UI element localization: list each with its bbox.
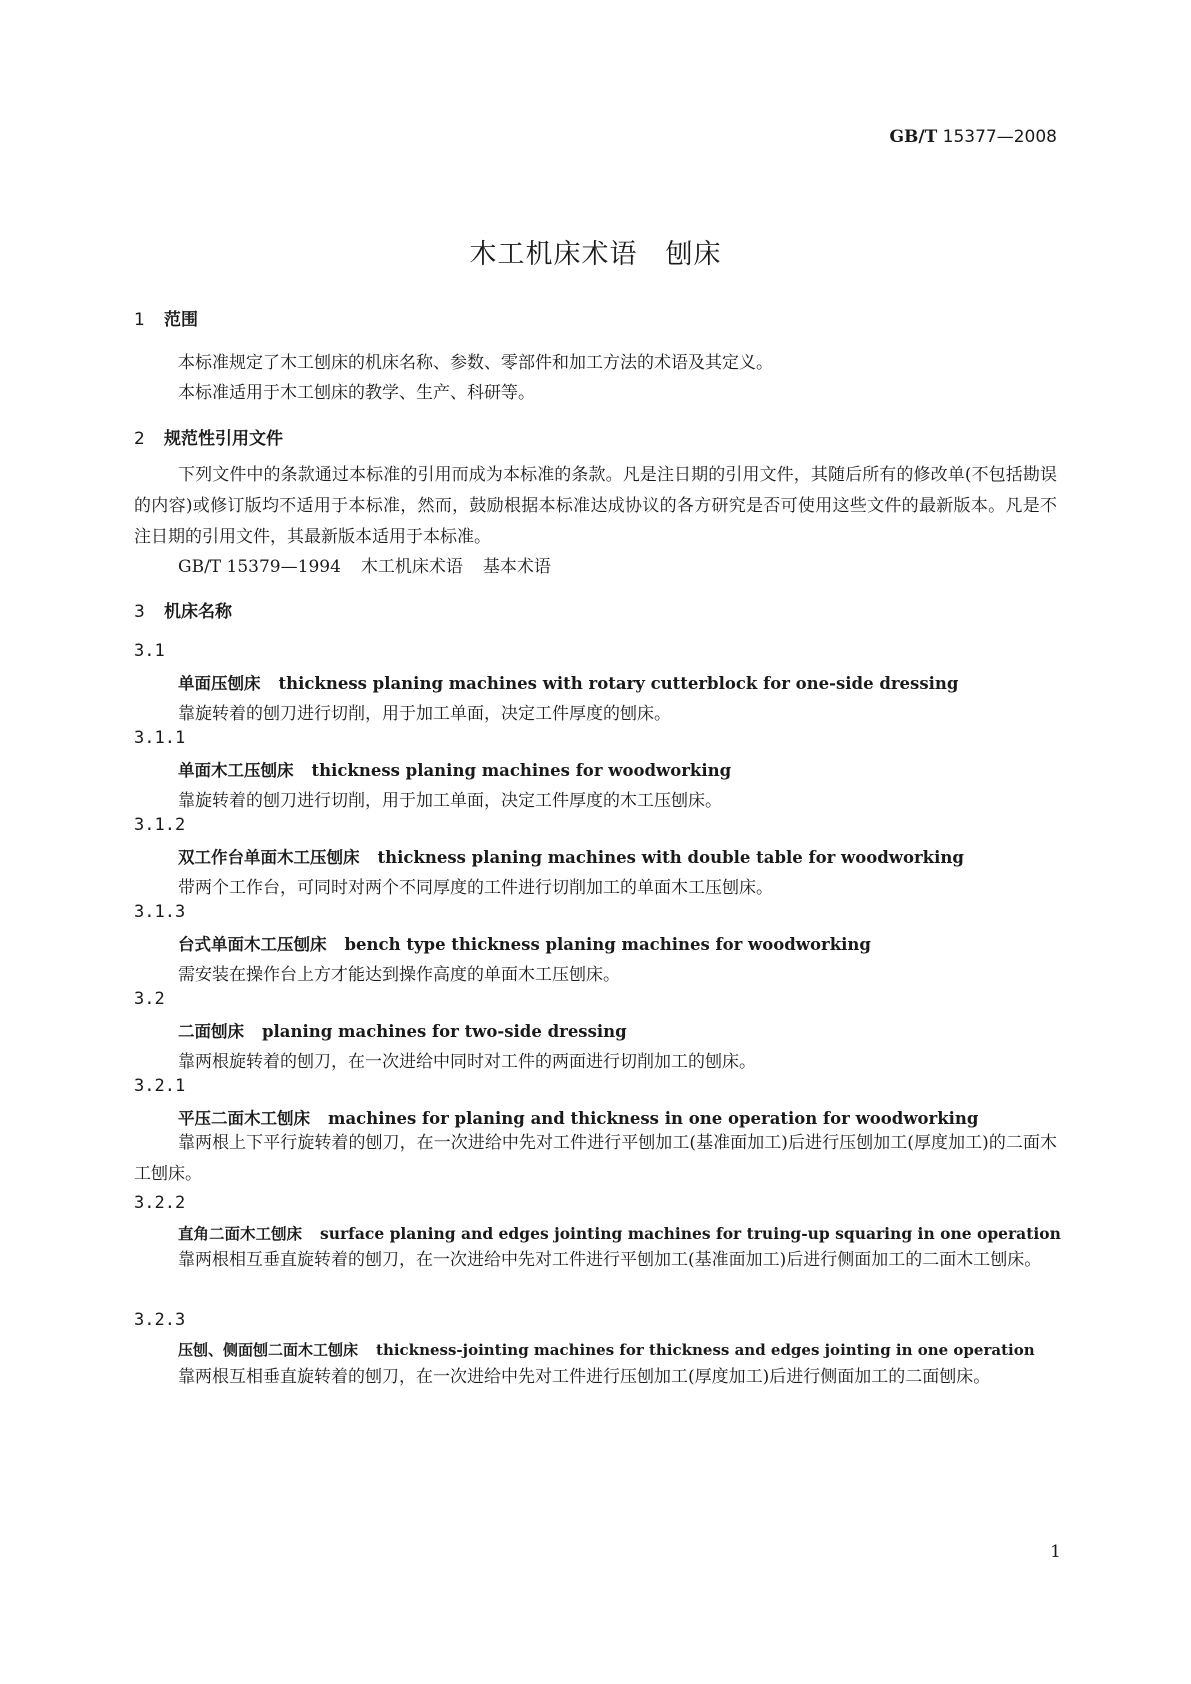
term-en: machines for planing and thickness in one operation for woodworking [328, 1109, 979, 1128]
term-definition: 靠两根上下平行旋转着的刨刀，在一次进给中先对工件进行平刨加工(基准面加工)后进行压刨加工(厚度加工)的二面木工刨床。 [134, 1133, 1057, 1184]
section-title: 规范性引用文件 [164, 429, 283, 449]
term-heading [178, 757, 731, 781]
section-title: 范围 [164, 310, 198, 330]
term-zh: 双工作台单面木工压刨床 [178, 848, 360, 867]
page-number: 1 [1050, 1542, 1061, 1562]
section-number: 2 [134, 429, 145, 449]
term-heading [178, 1222, 1061, 1244]
term-definition: 靠两根旋转着的刨刀，在一次进给中同时对工件的两面进行切削加工的刨床。 [178, 1052, 756, 1072]
section-number: 3 [134, 602, 145, 622]
term-number: 3.1 [134, 641, 165, 661]
term-en: planing machines for two-side dressing [262, 1022, 627, 1041]
scope-paragraph-2: 本标准适用于木工刨床的教学、生产、科研等。 [178, 383, 535, 403]
term-en: thickness planing machines with double table for woodworking [377, 848, 964, 867]
term-zh: 台式单面木工压刨床 [178, 935, 327, 954]
term-heading [178, 1105, 978, 1129]
term-number: 3.2.3 [134, 1310, 186, 1330]
reference-title-b: 基本术语 [482, 557, 551, 577]
term-en: surface planing and edges jointing machines for truing-up squaring in one operation [320, 1224, 1061, 1243]
term-number: 3.1.3 [134, 902, 186, 922]
term-heading [178, 931, 871, 955]
term-en: bench type thickness planing machines for woodworking [344, 935, 871, 954]
scope-paragraph-1: 本标准规定了木工刨床的机床名称、参数、零部件和加工方法的术语及其定义。 [178, 353, 773, 373]
term-definition: 带两个工作台，可同时对两个不同厚度的工件进行切削加工的单面木工压刨床。 [178, 878, 773, 898]
term-zh: 平压二面木工刨床 [178, 1109, 310, 1128]
term-number: 3.2.1 [134, 1076, 186, 1096]
standard-code [890, 127, 1058, 147]
term-zh: 压刨、侧面刨二面木工刨床 [178, 1341, 359, 1359]
section-heading-machine-names [134, 597, 232, 622]
term-en: thickness-jointing machines for thickness and edges jointing in one operation [376, 1341, 1035, 1359]
term-definition: 靠两根互相垂直旋转着的刨刀，在一次进给中先对工件进行压刨加工(厚度加工)后进行侧面加工的二面刨床。 [178, 1367, 991, 1387]
term-number: 3.2 [134, 989, 165, 1009]
reference-item [178, 552, 551, 577]
term-heading [178, 1018, 627, 1042]
term-definition: 需安装在操作台上方才能达到操作高度的单面木工压刨床。 [178, 965, 620, 985]
term-zh: 二面刨床 [178, 1022, 244, 1041]
references-paragraph: 下列文件中的条款通过本标准的引用而成为本标准的条款。凡是注日期的引用文件，其随后所有的修改单(不包括勘误的内容)或修订版均不适用于本标准，然而，鼓励根据本标准达成协议的各方研究是否可使用这些文件的最新版本。凡是不注日期的引用文件，其最新版本适用于本标准。 [134, 465, 1057, 547]
standard-prefix: GB/T [889, 127, 938, 147]
term-definition: 靠旋转着的刨刀进行切削，用于加工单面，决定工件厚度的刨床。 [178, 704, 671, 724]
reference-code: GB/T 15379—1994 [178, 557, 341, 577]
reference-title-a: 木工机床术语 [360, 557, 463, 577]
term-zh: 单面压刨床 [178, 674, 261, 693]
section-number: 1 [134, 310, 145, 330]
term-zh: 单面木工压刨床 [178, 761, 294, 780]
term-number: 3.1.1 [134, 728, 186, 748]
term-heading [178, 670, 958, 694]
section-heading-scope [134, 305, 198, 330]
title-sub: 刨床 [665, 239, 722, 270]
term-number: 3.2.2 [134, 1193, 186, 1213]
term-zh: 直角二面木工刨床 [178, 1225, 303, 1243]
term-en: thickness planing machines for woodworking [311, 761, 732, 780]
document-title [0, 232, 1191, 271]
term-definition: 靠旋转着的刨刀进行切削，用于加工单面，决定工件厚度的木工压刨床。 [178, 791, 722, 811]
section-title: 机床名称 [164, 602, 232, 622]
term-definition: 靠两根相互垂直旋转着的刨刀，在一次进给中先对工件进行平刨加工(基准面加工)后进行侧面加工的二面木工刨床。 [178, 1250, 1042, 1270]
section-heading-normative-references [134, 424, 283, 449]
term-heading [178, 1339, 1035, 1360]
term-heading [178, 844, 964, 868]
title-main: 木工机床术语 [469, 239, 638, 270]
term-number: 3.1.2 [134, 815, 186, 835]
standard-number: 15377—2008 [942, 127, 1057, 147]
term-en: thickness planing machines with rotary cutterblock for one-side dressing [278, 674, 959, 693]
